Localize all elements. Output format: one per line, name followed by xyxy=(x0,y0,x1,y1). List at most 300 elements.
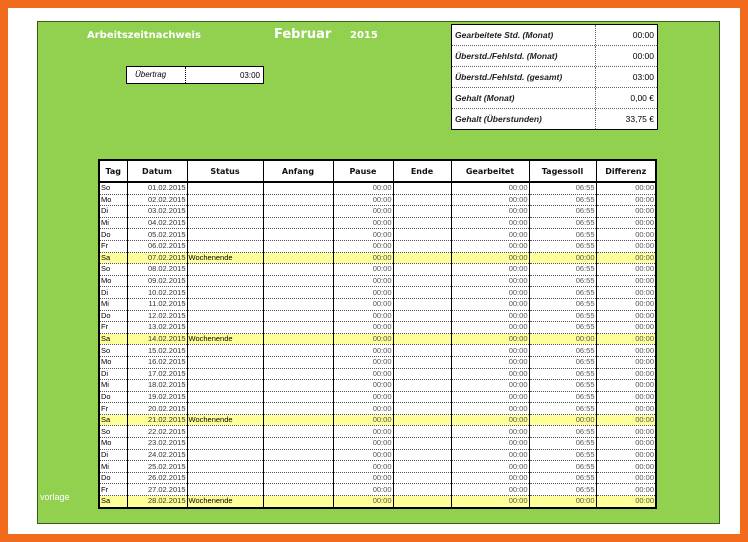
cell-tag[interactable]: Fr xyxy=(99,403,127,415)
cell-gearbeitet[interactable]: 00:00 xyxy=(451,206,529,218)
cell-differenz[interactable]: 00:00 xyxy=(596,403,656,415)
cell-pause[interactable]: 00:00 xyxy=(333,322,393,334)
cell-gearbeitet[interactable]: 00:00 xyxy=(451,472,529,484)
cell-gearbeitet[interactable]: 00:00 xyxy=(451,496,529,508)
cell-tag[interactable]: Sa xyxy=(99,333,127,345)
cell-status[interactable] xyxy=(187,310,263,322)
cell-tagessoll[interactable]: 06:55 xyxy=(529,380,596,392)
cell-datum[interactable]: 03.02.2015 xyxy=(127,206,187,218)
cell-anfang[interactable] xyxy=(263,391,333,403)
cell-ende[interactable] xyxy=(393,217,451,229)
column-header-status: Status xyxy=(187,160,263,182)
cell-anfang[interactable] xyxy=(263,310,333,322)
cell-tag[interactable]: Do xyxy=(99,310,127,322)
cell-tag[interactable]: Mi xyxy=(99,461,127,473)
summary-divider xyxy=(595,88,596,108)
cell-datum[interactable]: 14.02.2015 xyxy=(127,333,187,345)
cell-datum[interactable]: 28.02.2015 xyxy=(127,496,187,508)
cell-differenz[interactable]: 00:00 xyxy=(596,368,656,380)
cell-tag[interactable]: Mo xyxy=(99,438,127,450)
cell-datum[interactable]: 13.02.2015 xyxy=(127,322,187,334)
cell-differenz[interactable]: 00:00 xyxy=(596,345,656,357)
summary-row xyxy=(452,46,657,67)
cell-ende[interactable] xyxy=(393,333,451,345)
cell-pause[interactable]: 00:00 xyxy=(333,472,393,484)
cell-tagessoll[interactable]: 06:55 xyxy=(529,426,596,438)
cell-pause[interactable]: 00:00 xyxy=(333,182,393,194)
table-row xyxy=(99,426,656,438)
cell-status[interactable] xyxy=(187,368,263,380)
cell-differenz[interactable]: 00:00 xyxy=(596,298,656,310)
table-row xyxy=(99,298,656,310)
cell-status[interactable] xyxy=(187,322,263,334)
summary-value[interactable]: 03:00 xyxy=(632,72,654,82)
cell-tag[interactable]: Mi xyxy=(99,298,127,310)
cell-anfang[interactable] xyxy=(263,240,333,252)
cell-pause[interactable]: 00:00 xyxy=(333,356,393,368)
cell-ende[interactable] xyxy=(393,414,451,426)
cell-differenz[interactable]: 00:00 xyxy=(596,461,656,473)
cell-gearbeitet[interactable]: 00:00 xyxy=(451,217,529,229)
summary-divider xyxy=(595,25,596,45)
cell-status[interactable]: Wochenende xyxy=(187,414,263,426)
summary-box xyxy=(451,24,658,130)
cell-anfang[interactable] xyxy=(263,472,333,484)
cell-differenz[interactable]: 00:00 xyxy=(596,240,656,252)
table-row xyxy=(99,275,656,287)
cell-status[interactable] xyxy=(187,391,263,403)
cell-status[interactable] xyxy=(187,287,263,299)
cell-differenz[interactable]: 00:00 xyxy=(596,275,656,287)
cell-tagessoll[interactable]: 00:00 xyxy=(529,496,596,508)
cell-ende[interactable] xyxy=(393,380,451,392)
summary-divider xyxy=(595,46,596,66)
table-row xyxy=(99,345,656,357)
cell-pause[interactable]: 00:00 xyxy=(333,310,393,322)
cell-datum[interactable]: 19.02.2015 xyxy=(127,391,187,403)
table-row xyxy=(99,229,656,241)
cell-tagessoll[interactable]: 06:55 xyxy=(529,391,596,403)
cell-tag[interactable]: Mo xyxy=(99,275,127,287)
cell-anfang[interactable] xyxy=(263,206,333,218)
cell-pause[interactable]: 00:00 xyxy=(333,217,393,229)
cell-tagessoll[interactable]: 00:00 xyxy=(529,333,596,345)
cell-tag[interactable]: Sa xyxy=(99,252,127,264)
column-header-tagessoll: Tagessoll xyxy=(529,160,596,182)
cell-anfang[interactable] xyxy=(263,484,333,496)
table-row xyxy=(99,356,656,368)
cell-ende[interactable] xyxy=(393,496,451,508)
table-header-row xyxy=(99,160,656,182)
cell-tag[interactable]: Fr xyxy=(99,240,127,252)
cell-differenz[interactable]: 00:00 xyxy=(596,217,656,229)
cell-datum[interactable]: 23.02.2015 xyxy=(127,438,187,450)
cell-ende[interactable] xyxy=(393,206,451,218)
cell-anfang[interactable] xyxy=(263,438,333,450)
cell-tagessoll[interactable]: 06:55 xyxy=(529,310,596,322)
cell-anfang[interactable] xyxy=(263,333,333,345)
table-body xyxy=(99,182,656,508)
cell-datum[interactable]: 17.02.2015 xyxy=(127,368,187,380)
table-row xyxy=(99,496,656,508)
table-row xyxy=(99,484,656,496)
cell-tagessoll[interactable]: 06:55 xyxy=(529,240,596,252)
cell-status[interactable] xyxy=(187,380,263,392)
cell-datum[interactable]: 01.02.2015 xyxy=(127,182,187,194)
cell-tagessoll[interactable]: 06:55 xyxy=(529,217,596,229)
cell-anfang[interactable] xyxy=(263,461,333,473)
cell-differenz[interactable]: 00:00 xyxy=(596,252,656,264)
cell-pause[interactable]: 00:00 xyxy=(333,240,393,252)
cell-anfang[interactable] xyxy=(263,194,333,206)
cell-ende[interactable] xyxy=(393,368,451,380)
summary-label: Gearbeitete Std. (Monat) xyxy=(455,30,554,40)
cell-datum[interactable]: 26.02.2015 xyxy=(127,472,187,484)
cell-status[interactable]: Wochenende xyxy=(187,496,263,508)
time-table xyxy=(98,159,657,509)
cell-status[interactable] xyxy=(187,403,263,415)
cell-datum[interactable]: 08.02.2015 xyxy=(127,264,187,276)
cell-tagessoll[interactable]: 06:55 xyxy=(529,368,596,380)
table-row xyxy=(99,449,656,461)
summary-label: Überstd./Fehlstd. (Monat) xyxy=(455,51,558,61)
table-row xyxy=(99,472,656,484)
cell-differenz[interactable]: 00:00 xyxy=(596,484,656,496)
month-label: Februar xyxy=(274,27,332,42)
cell-status[interactable] xyxy=(187,484,263,496)
cell-status[interactable] xyxy=(187,182,263,194)
cell-pause[interactable]: 00:00 xyxy=(333,403,393,415)
cell-anfang[interactable] xyxy=(263,298,333,310)
cell-anfang[interactable] xyxy=(263,368,333,380)
cell-anfang[interactable] xyxy=(263,182,333,194)
cell-tagessoll[interactable]: 00:00 xyxy=(529,252,596,264)
cell-datum[interactable]: 11.02.2015 xyxy=(127,298,187,310)
cell-ende[interactable] xyxy=(393,472,451,484)
cell-datum[interactable]: 25.02.2015 xyxy=(127,461,187,473)
cell-datum[interactable]: 02.02.2015 xyxy=(127,194,187,206)
cell-tag[interactable]: Mo xyxy=(99,356,127,368)
cell-differenz[interactable]: 00:00 xyxy=(596,206,656,218)
cell-anfang[interactable] xyxy=(263,403,333,415)
spreadsheet-sheet xyxy=(37,21,720,524)
cell-tagessoll[interactable]: 06:55 xyxy=(529,484,596,496)
cell-gearbeitet[interactable]: 00:00 xyxy=(451,484,529,496)
cell-gearbeitet[interactable]: 00:00 xyxy=(451,275,529,287)
cell-ende[interactable] xyxy=(393,275,451,287)
cell-ende[interactable] xyxy=(393,484,451,496)
cell-anfang[interactable] xyxy=(263,449,333,461)
cell-ende[interactable] xyxy=(393,310,451,322)
cell-tagessoll[interactable]: 06:55 xyxy=(529,345,596,357)
cell-gearbeitet[interactable]: 00:00 xyxy=(451,438,529,450)
cell-pause[interactable]: 00:00 xyxy=(333,426,393,438)
cell-gearbeitet[interactable]: 00:00 xyxy=(451,322,529,334)
cell-pause[interactable]: 00:00 xyxy=(333,368,393,380)
cell-ende[interactable] xyxy=(393,264,451,276)
cell-gearbeitet[interactable]: 00:00 xyxy=(451,298,529,310)
cell-status[interactable] xyxy=(187,461,263,473)
cell-tagessoll[interactable]: 06:55 xyxy=(529,356,596,368)
column-header-ende: Ende xyxy=(393,160,451,182)
cell-differenz[interactable]: 00:00 xyxy=(596,264,656,276)
cell-status[interactable] xyxy=(187,229,263,241)
cell-differenz[interactable]: 00:00 xyxy=(596,287,656,299)
cell-ende[interactable] xyxy=(393,240,451,252)
summary-value[interactable]: 0,00 € xyxy=(630,93,654,103)
cell-status[interactable] xyxy=(187,356,263,368)
cell-differenz[interactable]: 00:00 xyxy=(596,310,656,322)
cell-differenz[interactable]: 00:00 xyxy=(596,472,656,484)
cell-differenz[interactable]: 00:00 xyxy=(596,414,656,426)
cell-tagessoll[interactable]: 06:55 xyxy=(529,322,596,334)
table-row xyxy=(99,438,656,450)
cell-tagessoll[interactable]: 06:55 xyxy=(529,275,596,287)
cell-tagessoll[interactable]: 06:55 xyxy=(529,194,596,206)
cell-datum[interactable]: 22.02.2015 xyxy=(127,426,187,438)
table-row xyxy=(99,403,656,415)
cell-pause[interactable]: 00:00 xyxy=(333,380,393,392)
cell-pause[interactable]: 00:00 xyxy=(333,333,393,345)
cell-ende[interactable] xyxy=(393,345,451,357)
table-row xyxy=(99,391,656,403)
cell-gearbeitet[interactable]: 00:00 xyxy=(451,391,529,403)
summary-value[interactable]: 33,75 € xyxy=(625,114,654,124)
cell-ende[interactable] xyxy=(393,194,451,206)
cell-status[interactable] xyxy=(187,240,263,252)
cell-pause[interactable]: 00:00 xyxy=(333,414,393,426)
cell-status[interactable] xyxy=(187,194,263,206)
cell-pause[interactable]: 00:00 xyxy=(333,461,393,473)
cell-gearbeitet[interactable]: 00:00 xyxy=(451,426,529,438)
cell-tag[interactable]: Mo xyxy=(99,194,127,206)
cell-tagessoll[interactable]: 06:55 xyxy=(529,264,596,276)
cell-differenz[interactable]: 00:00 xyxy=(596,194,656,206)
cell-anfang[interactable] xyxy=(263,345,333,357)
cell-gearbeitet[interactable]: 00:00 xyxy=(451,194,529,206)
uebertrag-value[interactable]: 03:00 xyxy=(239,71,260,80)
cell-ende[interactable] xyxy=(393,287,451,299)
cell-pause[interactable]: 00:00 xyxy=(333,449,393,461)
cell-status[interactable] xyxy=(187,472,263,484)
cell-tag[interactable]: Mi xyxy=(99,217,127,229)
cell-ende[interactable] xyxy=(393,229,451,241)
cell-tag[interactable]: So xyxy=(99,264,127,276)
summary-row xyxy=(452,109,657,129)
cell-gearbeitet[interactable]: 00:00 xyxy=(451,403,529,415)
cell-ende[interactable] xyxy=(393,322,451,334)
cell-ende[interactable] xyxy=(393,298,451,310)
cell-gearbeitet[interactable]: 00:00 xyxy=(451,287,529,299)
cell-tag[interactable]: Fr xyxy=(99,322,127,334)
cell-tag[interactable]: So xyxy=(99,182,127,194)
cell-ende[interactable] xyxy=(393,449,451,461)
cell-status[interactable] xyxy=(187,438,263,450)
sheet-title: Arbeitszeitnachweis xyxy=(87,30,201,41)
cell-datum[interactable]: 27.02.2015 xyxy=(127,484,187,496)
cell-differenz[interactable]: 00:00 xyxy=(596,496,656,508)
cell-ende[interactable] xyxy=(393,356,451,368)
cell-tag[interactable]: Do xyxy=(99,229,127,241)
cell-datum[interactable]: 07.02.2015 xyxy=(127,252,187,264)
cell-tagessoll[interactable]: 06:55 xyxy=(529,472,596,484)
cell-status[interactable] xyxy=(187,206,263,218)
cell-anfang[interactable] xyxy=(263,496,333,508)
cell-tag[interactable]: So xyxy=(99,345,127,357)
cell-gearbeitet[interactable]: 00:00 xyxy=(451,414,529,426)
cell-status[interactable] xyxy=(187,345,263,357)
cell-ende[interactable] xyxy=(393,391,451,403)
cell-status[interactable] xyxy=(187,298,263,310)
cell-tagessoll[interactable]: 06:55 xyxy=(529,449,596,461)
cell-status[interactable] xyxy=(187,426,263,438)
cell-anfang[interactable] xyxy=(263,356,333,368)
summary-label: Gehalt (Überstunden) xyxy=(455,114,542,124)
table-row xyxy=(99,194,656,206)
cell-datum[interactable]: 05.02.2015 xyxy=(127,229,187,241)
cell-status[interactable] xyxy=(187,275,263,287)
cell-tagessoll[interactable]: 00:00 xyxy=(529,414,596,426)
cell-anfang[interactable] xyxy=(263,252,333,264)
cell-datum[interactable]: 18.02.2015 xyxy=(127,380,187,392)
cell-datum[interactable]: 15.02.2015 xyxy=(127,345,187,357)
cell-datum[interactable]: 09.02.2015 xyxy=(127,275,187,287)
cell-tag[interactable]: Do xyxy=(99,391,127,403)
cell-gearbeitet[interactable]: 00:00 xyxy=(451,461,529,473)
uebertrag-box xyxy=(126,66,264,84)
summary-value[interactable]: 00:00 xyxy=(632,30,654,40)
cell-tagessoll[interactable]: 06:55 xyxy=(529,229,596,241)
cell-tag[interactable]: Sa xyxy=(99,414,127,426)
cell-ende[interactable] xyxy=(393,182,451,194)
cell-tagessoll[interactable]: 06:55 xyxy=(529,287,596,299)
cell-tag[interactable]: Sa xyxy=(99,496,127,508)
cell-ende[interactable] xyxy=(393,426,451,438)
cell-tagessoll[interactable]: 06:55 xyxy=(529,403,596,415)
cell-ende[interactable] xyxy=(393,461,451,473)
cell-differenz[interactable]: 00:00 xyxy=(596,449,656,461)
cell-gearbeitet[interactable]: 00:00 xyxy=(451,229,529,241)
cell-anfang[interactable] xyxy=(263,426,333,438)
cell-gearbeitet[interactable]: 00:00 xyxy=(451,252,529,264)
cell-datum[interactable]: 06.02.2015 xyxy=(127,240,187,252)
cell-pause[interactable]: 00:00 xyxy=(333,298,393,310)
cell-pause[interactable]: 00:00 xyxy=(333,287,393,299)
cell-tag[interactable]: Mi xyxy=(99,380,127,392)
cell-datum[interactable]: 04.02.2015 xyxy=(127,217,187,229)
cell-tagessoll[interactable]: 06:55 xyxy=(529,438,596,450)
cell-tag[interactable]: Di xyxy=(99,368,127,380)
cell-gearbeitet[interactable]: 00:00 xyxy=(451,240,529,252)
cell-differenz[interactable]: 00:00 xyxy=(596,356,656,368)
cell-pause[interactable]: 00:00 xyxy=(333,206,393,218)
cell-gearbeitet[interactable]: 00:00 xyxy=(451,264,529,276)
cell-pause[interactable]: 00:00 xyxy=(333,252,393,264)
cell-pause[interactable]: 00:00 xyxy=(333,264,393,276)
cell-pause[interactable]: 00:00 xyxy=(333,496,393,508)
cell-gearbeitet[interactable]: 00:00 xyxy=(451,345,529,357)
cell-tagessoll[interactable]: 06:55 xyxy=(529,182,596,194)
cell-gearbeitet[interactable]: 00:00 xyxy=(451,310,529,322)
cell-anfang[interactable] xyxy=(263,264,333,276)
cell-gearbeitet[interactable]: 00:00 xyxy=(451,449,529,461)
summary-label: Gehalt (Monat) xyxy=(455,93,515,103)
cell-anfang[interactable] xyxy=(263,287,333,299)
cell-gearbeitet[interactable]: 00:00 xyxy=(451,368,529,380)
cell-anfang[interactable] xyxy=(263,217,333,229)
cell-datum[interactable]: 24.02.2015 xyxy=(127,449,187,461)
cell-differenz[interactable]: 00:00 xyxy=(596,438,656,450)
cell-anfang[interactable] xyxy=(263,275,333,287)
cell-datum[interactable]: 20.02.2015 xyxy=(127,403,187,415)
cell-datum[interactable]: 10.02.2015 xyxy=(127,287,187,299)
summary-row xyxy=(452,25,657,46)
cell-pause[interactable]: 00:00 xyxy=(333,275,393,287)
cell-status[interactable]: Wochenende xyxy=(187,252,263,264)
cell-pause[interactable]: 00:00 xyxy=(333,391,393,403)
cell-tag[interactable]: So xyxy=(99,426,127,438)
cell-status[interactable] xyxy=(187,264,263,276)
cell-tag[interactable]: Fr xyxy=(99,484,127,496)
cell-tag[interactable]: Di xyxy=(99,287,127,299)
table-row xyxy=(99,287,656,299)
cell-differenz[interactable]: 00:00 xyxy=(596,182,656,194)
cell-gearbeitet[interactable]: 00:00 xyxy=(451,333,529,345)
cell-anfang[interactable] xyxy=(263,322,333,334)
cell-differenz[interactable]: 00:00 xyxy=(596,322,656,334)
cell-status[interactable] xyxy=(187,449,263,461)
table-row xyxy=(99,380,656,392)
uebertrag-label: Übertrag xyxy=(135,70,167,79)
cell-tag[interactable]: Di xyxy=(99,449,127,461)
cell-differenz[interactable]: 00:00 xyxy=(596,426,656,438)
cell-differenz[interactable]: 00:00 xyxy=(596,391,656,403)
cell-pause[interactable]: 00:00 xyxy=(333,484,393,496)
cell-gearbeitet[interactable]: 00:00 xyxy=(451,182,529,194)
uebertrag-divider xyxy=(185,67,186,83)
table-row xyxy=(99,310,656,322)
cell-pause[interactable]: 00:00 xyxy=(333,345,393,357)
cell-anfang[interactable] xyxy=(263,414,333,426)
cell-datum[interactable]: 12.02.2015 xyxy=(127,310,187,322)
cell-differenz[interactable]: 00:00 xyxy=(596,380,656,392)
cell-tagessoll[interactable]: 06:55 xyxy=(529,298,596,310)
cell-pause[interactable]: 00:00 xyxy=(333,438,393,450)
cell-status[interactable] xyxy=(187,217,263,229)
cell-pause[interactable]: 00:00 xyxy=(333,229,393,241)
table-row xyxy=(99,414,656,426)
cell-status[interactable]: Wochenende xyxy=(187,333,263,345)
cell-ende[interactable] xyxy=(393,403,451,415)
cell-tag[interactable]: Di xyxy=(99,206,127,218)
cell-differenz[interactable]: 00:00 xyxy=(596,333,656,345)
cell-pause[interactable]: 00:00 xyxy=(333,194,393,206)
cell-ende[interactable] xyxy=(393,438,451,450)
cell-datum[interactable]: 16.02.2015 xyxy=(127,356,187,368)
cell-tagessoll[interactable]: 06:55 xyxy=(529,461,596,473)
cell-datum[interactable]: 21.02.2015 xyxy=(127,414,187,426)
cell-anfang[interactable] xyxy=(263,380,333,392)
summary-divider xyxy=(595,109,596,129)
summary-value[interactable]: 00:00 xyxy=(632,51,654,61)
cell-tagessoll[interactable]: 06:55 xyxy=(529,206,596,218)
cell-ende[interactable] xyxy=(393,252,451,264)
cell-gearbeitet[interactable]: 00:00 xyxy=(451,380,529,392)
cell-tag[interactable]: Do xyxy=(99,472,127,484)
cell-differenz[interactable]: 00:00 xyxy=(596,229,656,241)
cell-anfang[interactable] xyxy=(263,229,333,241)
cell-gearbeitet[interactable]: 00:00 xyxy=(451,356,529,368)
